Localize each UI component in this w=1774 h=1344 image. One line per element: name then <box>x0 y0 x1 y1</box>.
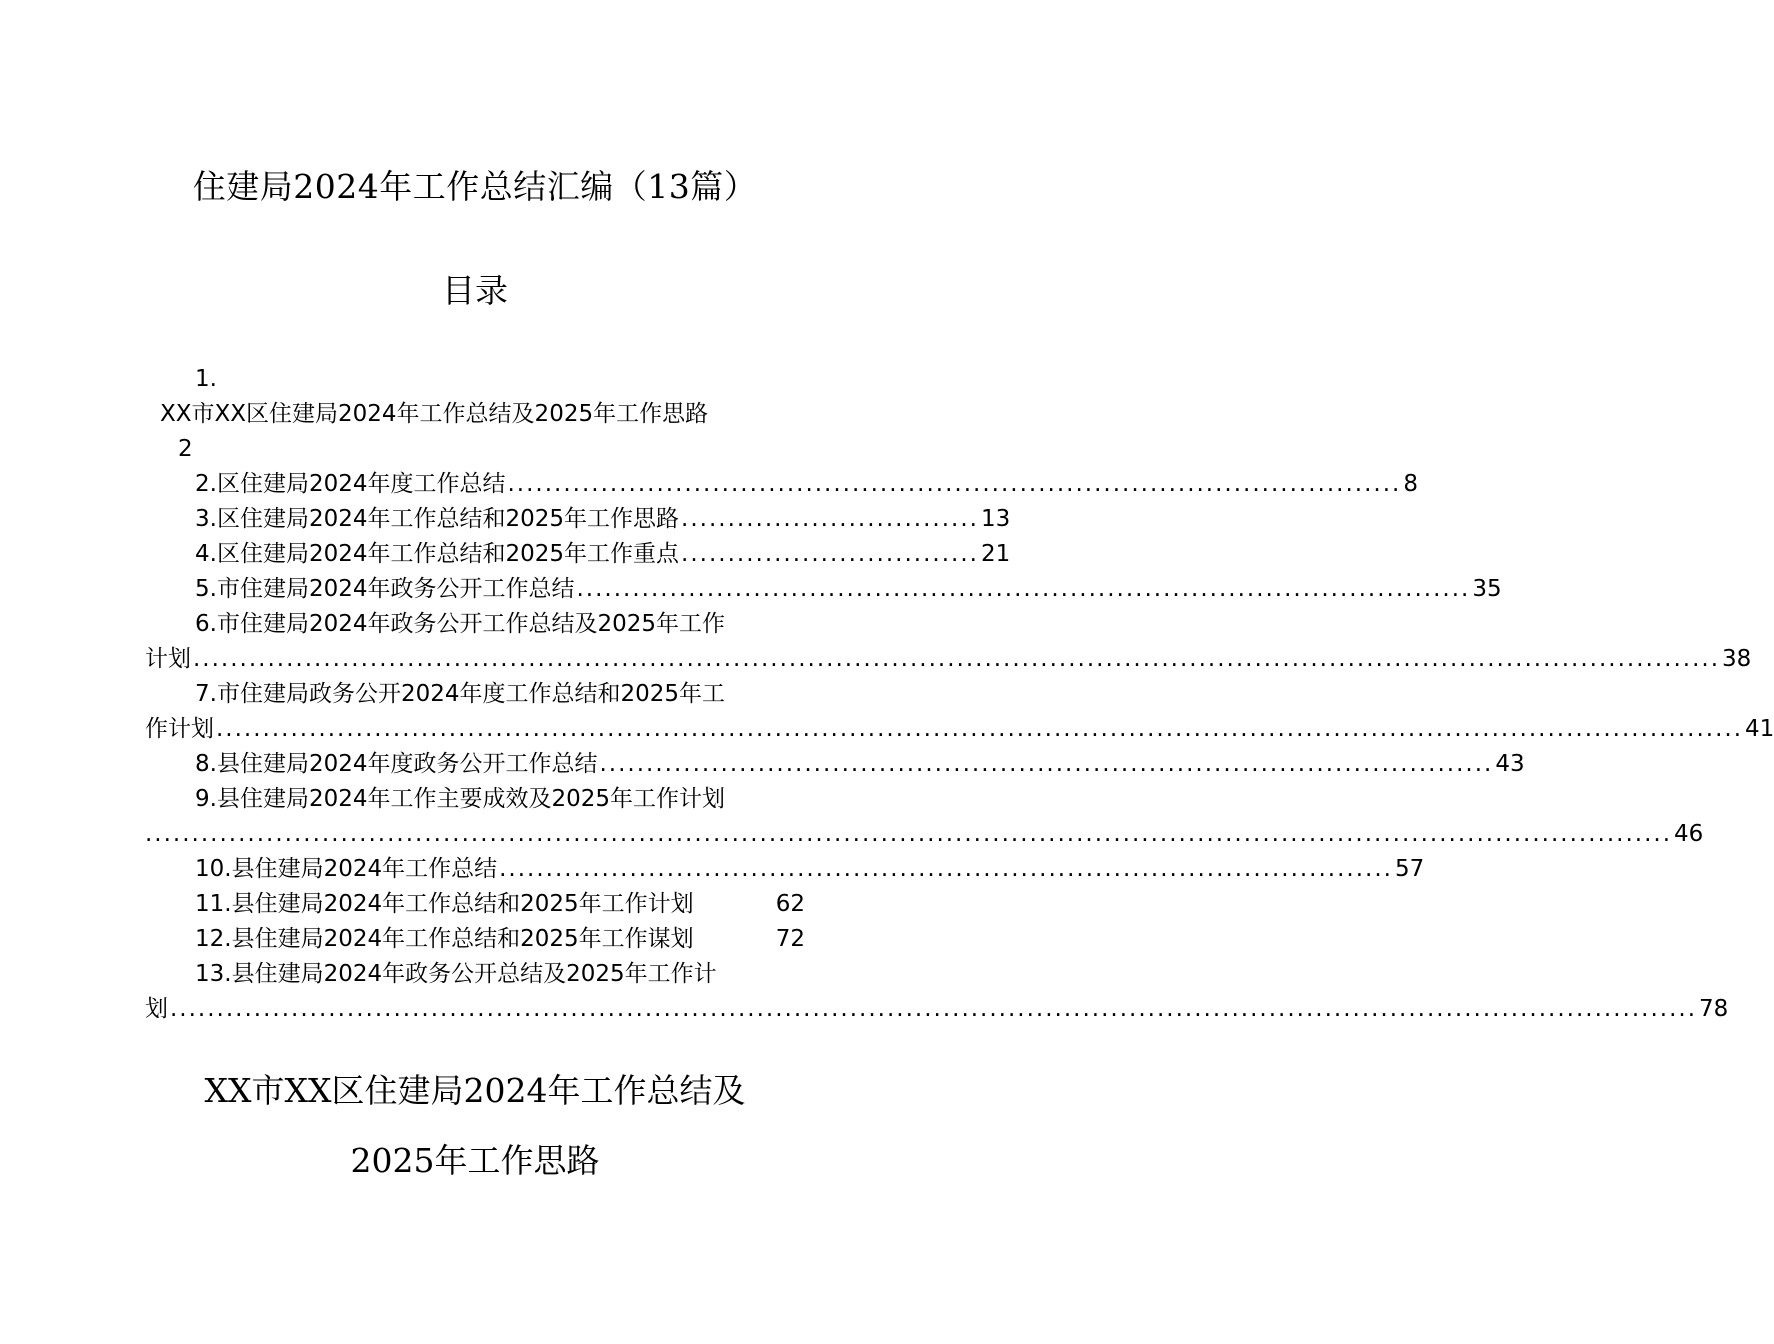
toc-entry-6-continuation[interactable]: 计划 .................................................................................................................................................................... 38 <box>145 642 805 677</box>
table-of-contents <box>145 362 1774 1027</box>
toc-entry-1-page[interactable]: 2 <box>178 436 193 462</box>
toc-entry-10[interactable]: 10.县住建局2024年工作总结 ................................................................................................ 57 <box>145 852 805 887</box>
toc-entry-13-continuation[interactable]: 划 .................................................................................................................................................................... 78 <box>145 992 805 1027</box>
toc-entry-1-number[interactable]: 1. <box>195 366 217 392</box>
leader-dots: ................................................................................................ <box>599 751 1494 777</box>
toc-entry-7-title[interactable]: 7.市住建局政务公开2024年度工作总结和2025年工 <box>195 681 726 707</box>
leader-dots: .................................................................................................................................................................... <box>145 821 1673 847</box>
leader-dots: .................................................................................................................................................................... <box>216 716 1744 742</box>
toc-entry-2[interactable]: 2.区住建局2024年度工作总结 ................................................................................................ 8 <box>145 467 805 502</box>
leader-dots: ................................................................................................ <box>576 576 1471 602</box>
toc-entry-5[interactable]: 5.市住建局2024年政务公开工作总结 ................................................................................................ 35 <box>145 572 805 607</box>
toc-entry-8[interactable]: 8.县住建局2024年度政务公开工作总结 ................................................................................................ 43 <box>145 747 805 782</box>
toc-entry-3[interactable]: 3.区住建局2024年工作总结和2025年工作思路 ................................ 13 <box>145 502 805 537</box>
leader-dots: .................................................................................................................................................................... <box>170 996 1698 1022</box>
toc-heading: 目录 <box>442 271 508 310</box>
toc-entry-12[interactable]: 12.县住建局2024年工作总结和2025年工作谋划 72 <box>195 926 805 952</box>
document-title: 住建局2024年工作总结汇编（13篇） <box>192 167 758 206</box>
leader-dots: ................................ <box>681 541 979 567</box>
toc-entry-6-title[interactable]: 6.市住建局2024年政务公开工作总结及2025年工作 <box>195 611 726 637</box>
leader-dots: .................................................................................................................................................................... <box>193 646 1721 672</box>
toc-entry-7-continuation[interactable]: 作计划 .................................................................................................................................................................... 41 <box>145 712 805 747</box>
leader-dots: ................................ <box>681 506 979 532</box>
toc-entry-13-title[interactable]: 13.县住建局2024年政务公开总结及2025年工作计 <box>195 961 717 987</box>
toc-entry-1-title[interactable]: XX市XX区住建局2024年工作总结及2025年工作思路 <box>160 401 709 427</box>
toc-entry-9-title[interactable]: 9.县住建局2024年工作主要成效及2025年工作计划 <box>195 786 726 812</box>
section-title-line-1: XX市XX区住建局2024年工作总结及 <box>204 1071 746 1110</box>
toc-entry-4[interactable]: 4.区住建局2024年工作总结和2025年工作重点 ................................ 21 <box>145 537 805 572</box>
toc-entry-11[interactable]: 11.县住建局2024年工作总结和2025年工作计划 62 <box>195 891 805 917</box>
leader-dots: ................................................................................................ <box>499 856 1393 882</box>
leader-dots: ................................................................................................ <box>507 471 1402 497</box>
section-title-line-2: 2025年工作思路 <box>350 1141 600 1180</box>
toc-entry-9-continuation[interactable]: .................................................................................................................................................................... 46 <box>145 817 805 852</box>
